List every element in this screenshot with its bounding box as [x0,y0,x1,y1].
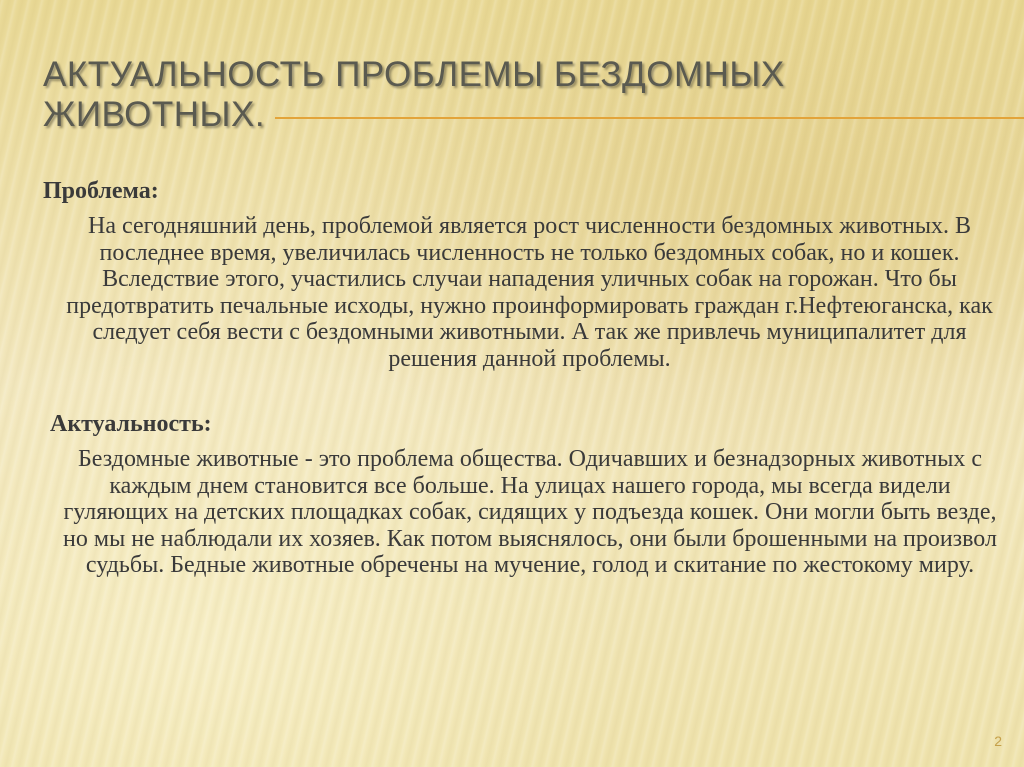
problem-paragraph: На сегодняшний день, проблемой является рост численности бездомных животных. В последнее время, увеличилась численность не только бездомных собак, но и кошек. Вследствие этого, участились случаи нападения уличных собак на горожан. Что бы предотвратить печальные исходы, нужно проинформировать граждан г.Нефтеюганска, как следует себя вести с бездомными животными. А так же привлечь муниципалитет для решения данной проблемы. [66,213,993,372]
slide-title: АКТУАЛЬНОСТЬ ПРОБЛЕМЫ БЕЗДОМНЫХ ЖИВОТНЫХ. [43,55,785,134]
relevance-paragraph: Бездомные животные - это проблема общества. Одичавших и безнадзорных животных с каждым днем становится все больше. На улицах нашего города, мы всегда видели гуляющих на детских площадках собак, сидящих у подъезда кошек. Они могли быть везде, но мы не наблюдали их хозяев. Как потом выяснялось, они были брошенными на произвол судьбы. Бедные животные обречены на мучение, голод и скитание по жестокому миру. [63,446,997,578]
title-underline [275,117,1024,119]
problem-heading: Проблема: [43,178,159,204]
slide-number: 2 [994,733,1002,749]
relevance-heading: Актуальность: [50,411,212,437]
